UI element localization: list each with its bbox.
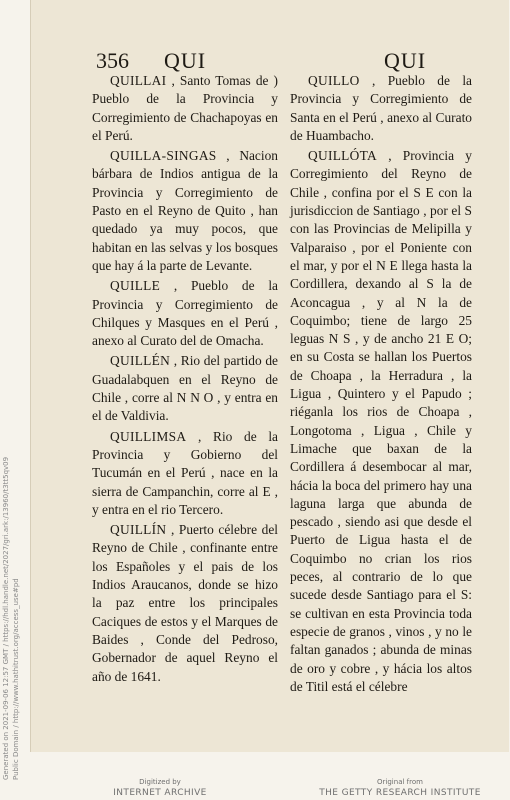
entry-headword: QUILLA-SINGAS: [110, 148, 217, 164]
entry: [92, 352, 278, 425]
entry-text: , Nacion bárbara de Indios antigua de la Provincia y Corregimiento de Pasto en el Reyno de Quito , han quedado ya muy pocos, que habitan en las selvas y los bosques que hay á la parte de Levante.: [92, 148, 278, 273]
original-from-label: Original from: [377, 778, 423, 786]
left-column: [92, 72, 278, 688]
internet-archive-label: INTERNET ARCHIVE: [113, 788, 207, 798]
entry: [92, 147, 278, 275]
right-running-head: QUI: [384, 48, 427, 73]
entry: [92, 521, 278, 686]
entry-text: , Pueblo de la Provincia y Corregimiento de Santa en el Perú , anexo al Curato de Huambacho.: [290, 73, 472, 143]
entry-headword: QUILLÓTA: [308, 148, 378, 164]
entry: [92, 72, 278, 145]
entry: [290, 147, 472, 696]
entry-text: , Rio del partido de Guadalabquen en el Reyno de Chile , corre al N N O , y entra en el de Valdivia.: [92, 353, 278, 424]
right-column: [290, 72, 472, 698]
entry: [92, 277, 278, 350]
scan-footer: [0, 758, 510, 800]
page-number: 356: [96, 48, 129, 73]
stamp-line-2: Public Domain / http://www.hathitrust.org/access_use#pd: [12, 578, 20, 780]
entry-headword: QUILLÉN: [110, 353, 171, 369]
entry-headword: QUILLE: [110, 278, 161, 294]
entry-headword: QUILLIMSA: [110, 428, 187, 444]
stamp-line-1: Generated on 2021-09-06 12:57 GMT / https://hdl.handle.net/2027/gri.ark:/13960/t3tt5qv09: [2, 456, 10, 780]
entry-text: , Puerto célebre del Reyno de Chile , confinante entre los Españoles y el pais de los Indios Araucanos, donde se hizo la paz entre los principales Caciques de estos y el Marques de Baides , Conde del Pedroso, Gobernador de aquel Reyno el año de 1641.: [92, 522, 278, 684]
entry: [92, 428, 278, 519]
entry-headword: QUILLO: [308, 73, 360, 88]
digitized-by-block: [80, 778, 240, 799]
digitized-by-label: Digitized by: [139, 778, 181, 786]
original-from-block: [300, 778, 500, 799]
entry-text: , Santo Tomas de ) Pueblo de la Provincia y Corregimiento de Chachapoyas en el Perú.: [92, 73, 278, 143]
left-running-head: QUI: [164, 48, 207, 73]
margin-stamp: [2, 360, 26, 780]
entry-text: , Provincia y Corregimiento del Reyno de Chile , confina por el S E con la jurisdiccion de Santiago , por el S con las Provincias de Melipilla y Valparaiso , por el Poniente con el mar, y por el N E llega hasta la Cordillera, dexando al S la de Aconcagua , y al N la de Coquimbo; tiene de largo 25 leguas N S , y de ancho 21 E O; en su Costa se hallan los Puertos de Choapa , la Herradura , la Ligua , Quintero y el Papudo ; riéganla los rios de Choapa , Longotoma , Ligua , Chile y Limache que baxan de la Cordillera á desembocar al mar, hácia la boca del primero hay una laguna larga que abunda de pescado , siendo asi que desde el Puerto de Ligua hasta el de Coquimbo no crian los rios peces, al contrario de lo que sucede desde Santiago para el S: se cultivan en esta Provincia toda especie de granos , vinos , y no le faltan ganados ; abunda de minas de oro y cobre , y hácia los altos de Titil está el célebre: [290, 148, 472, 694]
entry-headword: QUILLÍN: [110, 522, 167, 538]
entry: [290, 72, 472, 145]
entry-headword: QUILLAI: [110, 73, 167, 88]
entry-text: , Rio de la Provincia y Gobierno del Tucumán en el Perú , nace en la sierra de Campanchin, corre al E , y entra en el rio Tercero.: [92, 428, 278, 517]
getty-label: THE GETTY RESEARCH INSTITUTE: [319, 788, 481, 798]
entry-text: , Pueblo de la Provincia y Corregimiento de Chilques y Masques en el Perú , anexo al Curato del de Omacha.: [92, 278, 278, 349]
